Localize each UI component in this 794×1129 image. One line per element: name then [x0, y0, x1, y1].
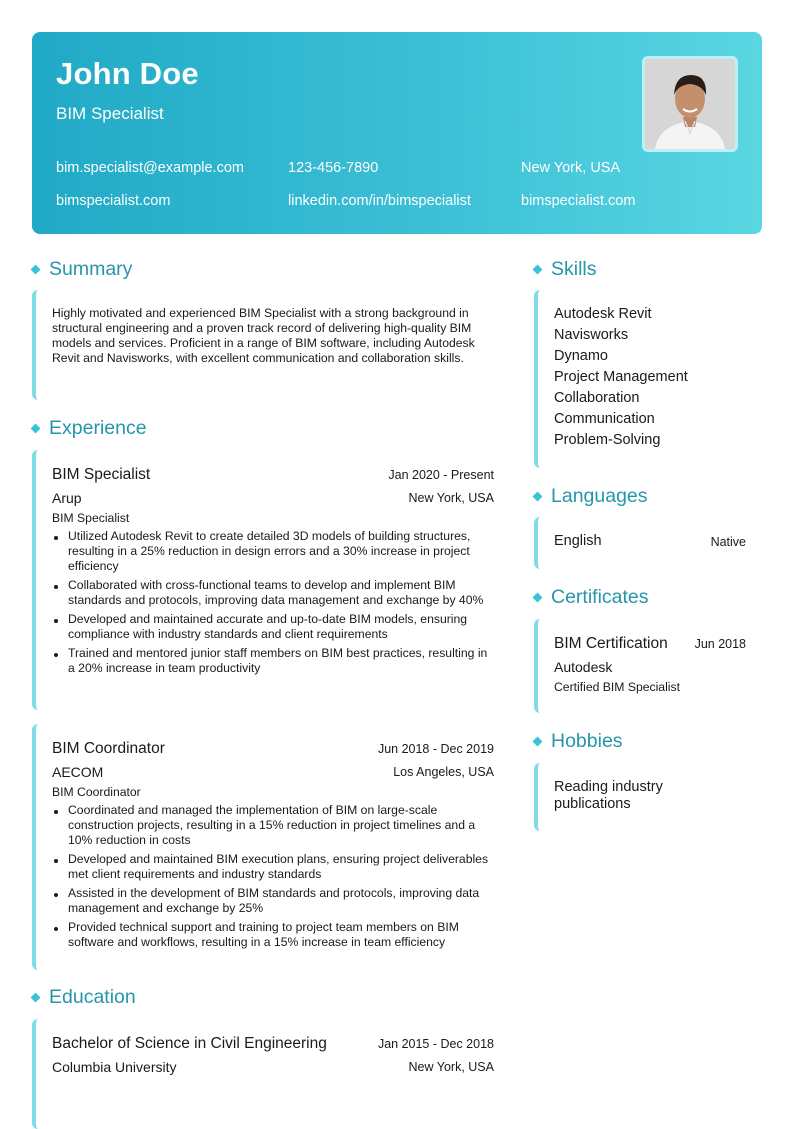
school-name: Columbia University [52, 1059, 177, 1075]
contact-website-secondary[interactable]: bimspecialist.com [521, 193, 636, 209]
job-date: Jun 2018 - Dec 2019 [377, 742, 494, 756]
contact-phone[interactable]: 123-456-7890 [288, 160, 379, 176]
profile-photo [642, 56, 738, 152]
contact-location: New York, USA [521, 160, 621, 176]
certificate-name: BIM Certification [554, 635, 668, 652]
job-bullets [52, 529, 496, 680]
section-title-text: Summary [49, 258, 133, 280]
list-item: Developed and maintained accurate and up-to-date BIM models, ensuring compliance with industry standards and client requirements [52, 612, 496, 642]
section-title-summary [30, 258, 132, 281]
job-date: Jan 2020 - Present [388, 468, 494, 482]
degree-title: Bachelor of Science in Civil Engineering [52, 1035, 327, 1052]
education-location: New York, USA [408, 1060, 494, 1074]
diamond-bullet-icon [31, 993, 41, 1003]
list-item: Utilized Autodesk Revit to create detailed 3D models of building structures, resulting in a 25% reduction in design errors and a 30% increase in project efficiency [52, 529, 496, 574]
candidate-name: John Doe [56, 56, 199, 91]
section-title-education [30, 986, 136, 1009]
skill-item: Communication [554, 411, 655, 427]
section-title-text: Experience [49, 417, 147, 439]
section-title-experience [30, 417, 147, 440]
job-title: BIM Coordinator [52, 740, 165, 757]
skill-item: Problem-Solving [554, 432, 661, 448]
job-location: New York, USA [408, 491, 494, 505]
list-item: Collaborated with cross-functional teams to develop and implement BIM standards and protocols, improving data management and exchange by 40% [52, 578, 496, 608]
certificate-issuer: Autodesk [554, 659, 613, 675]
avatar-portrait-icon [645, 59, 735, 149]
education-date: Jan 2015 - Dec 2018 [377, 1037, 494, 1051]
resume-header [32, 32, 762, 234]
section-title-text: Hobbies [551, 730, 623, 752]
contact-email[interactable]: bim.specialist@example.com [56, 160, 244, 176]
language-level: Native [710, 535, 746, 549]
section-title-hobbies [532, 730, 623, 753]
diamond-bullet-icon [31, 424, 41, 434]
language-name: English [554, 533, 602, 549]
section-title-skills [532, 258, 597, 281]
diamond-bullet-icon [533, 492, 543, 502]
candidate-role: BIM Specialist [56, 104, 164, 123]
list-item: Developed and maintained BIM execution plans, ensuring project deliverables met client requirements and industry standards [52, 852, 496, 882]
contact-website[interactable]: bimspecialist.com [56, 193, 171, 209]
job-location: Los Angeles, USA [393, 765, 494, 779]
list-item: Coordinated and managed the implementation of BIM on large-scale construction projects, resulting in a 15% reduction in project timelines and a 10% reduction in costs [52, 803, 496, 848]
diamond-bullet-icon [31, 265, 41, 275]
diamond-bullet-icon [533, 265, 543, 275]
list-item: Trained and mentored junior staff members on BIM best practices, resulting in a 20% increase in team productivity [52, 646, 496, 676]
section-title-languages [532, 485, 648, 508]
job-title: BIM Specialist [52, 466, 151, 483]
section-title-text: Education [49, 986, 136, 1008]
list-item: Provided technical support and training to project team members on BIM software and workflows, resulting in a 15% increase in team efficiency [52, 920, 496, 950]
contact-linkedin[interactable]: linkedin.com/in/bimspecialist [288, 193, 471, 209]
certificate-date: Jun 2018 [694, 637, 746, 651]
diamond-bullet-icon [533, 593, 543, 603]
skill-item: Project Management [554, 369, 688, 385]
diamond-bullet-icon [533, 737, 543, 747]
section-title-text: Certificates [551, 586, 649, 608]
job-bullets [52, 803, 496, 954]
summary-text: Highly motivated and experienced BIM Specialist with a strong background in structural engineering and a proven track record of delivering high-quality BIM models and services. Proficient in a range of BIM software, including Autodesk Revit and Navisworks, with excellent communication and collaboration skills. [52, 306, 475, 365]
skill-item: Navisworks [554, 327, 629, 343]
hobby-item: Reading industry publications [554, 779, 663, 812]
section-title-text: Skills [551, 258, 597, 280]
job-subrole: BIM Coordinator [52, 785, 141, 799]
skill-item: Dynamo [554, 348, 608, 364]
list-item: Assisted in the development of BIM standards and protocols, improving data management and exchange by 25% [52, 886, 496, 916]
section-title-text: Languages [551, 485, 648, 507]
section-title-certificates [532, 586, 649, 609]
company-name: Arup [52, 490, 82, 506]
skill-item: Collaboration [554, 390, 640, 406]
company-name: AECOM [52, 764, 104, 780]
job-subrole: BIM Specialist [52, 511, 130, 525]
certificate-description: Certified BIM Specialist [554, 680, 680, 694]
skill-item: Autodesk Revit [554, 306, 652, 322]
